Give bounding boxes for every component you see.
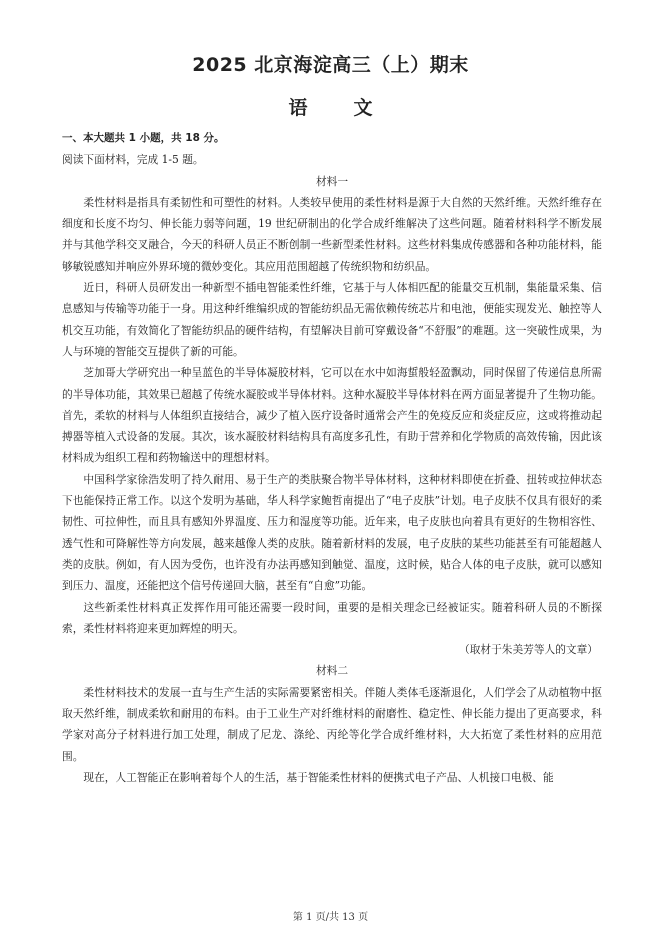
material-two-label: 材料二 [315,664,349,678]
material-one-paragraph: 芝加哥大学研究出一种呈蓝色的半导体凝胶材料，它可以在水中如海蜇般轻盈飘动，同时保留了传递信息所需的半导体功能，其效果已超越了传统水凝胶或半导体材料。这种水凝胶半导体材料在两方面显著提升了生物功能。首先，柔软的材料与人体组织直接结合，减少了植入医疗设备时通常会产生的免疫反应和炎症反应，这或将推动起搏器等植入式设备的发展。其次，该水凝胶材料结构具有高度多孔性，有助于营养和化学物质的高效传输，因此该材料成为组织工程和药物输送中的理想材料。 [62,366,602,465]
page-footer: 第 1 页/共 13 页 [292,912,369,923]
section-heading: 一、本大题共 1 小题，共 18 分。 [62,132,225,144]
section-instruction: 阅读下面材料，完成 1-5 题。 [62,153,204,167]
subject-right: 文 [353,97,373,119]
subject-heading [0,93,661,120]
subject-left: 语 [288,97,308,119]
material-one-label: 材料一 [315,174,349,188]
material-one-paragraph: 中国科学家徐浩发明了持久耐用、易于生产的类肤聚合物半导体材料，这种材料即使在折叠、扭转或拉伸状态下也能保持正常工作。以这个发明为基础，华人科学家鲍哲南提出了“电子皮肤”计划。电子皮肤不仅具有很好的柔韧性、可拉伸性，而且具有感知外界温度、压力和湿度等功能。近年来，电子皮肤也向着具有更好的生物相容性、透气性和可降解性等方向发展，越来越像人类的皮肤。随着新材料的发展，电子皮肤的某些功能甚至有可能超越人类的皮肤。例如，有人因为受伤，也许没有办法再感知到触觉、温度，这时候，贴合人体的电子皮肤，就可以感知到压力、温度，还能把这个信号传递回大脑，甚至有“自愈”功能。 [62,472,602,593]
material-two-paragraph: 现在，人工智能正在影响着每个人的生活，基于智能柔性材料的便携式电子产品、人机接口电极、能 [83,770,554,784]
material-one-paragraph: 柔性材料是指具有柔韧性和可塑性的材料。人类较早使用的柔性材料是源于大自然的天然纤维。天然纤维存在细度和长度不均匀、伸长能力弱等问题，19 世纪研制出的化学合成纤维解决了这些问题。随着材料科学不断发展并与其他学科交叉融合，今天的科研人员正不断创制一些新型柔性材料。这些材料集成传感器和各种功能材料，能够敏锐感知并响应外界环境的微妙变化。其应用范围超越了传统织物和纺织品。 [62,195,602,273]
material-two-paragraph: 柔性材料技术的发展一直与生产生活的实际需要紧密相关。伴随人类体毛逐渐退化，人们学会了从动植物中抠取天然纤维，制成柔软和耐用的布料。由于工业生产对纤维材料的耐磨性、稳定性、伸长能力提出了更高要求，科学家对高分子材料进行加工处理，制成了尼龙、涤纶、丙纶等化学合成纤维材料，大大拓宽了柔性材料的应用范围。 [62,685,602,763]
material-one-source: （取材于朱美芳等人的文章） [459,643,598,657]
material-one-paragraph: 近日，科研人员研发出一种新型不插电智能柔性纤维，它基于与人体相匹配的能量交互机制，集能量采集、信息感知与传输等功能于一身。用这种纤维编织成的智能纺织品无需依赖传统芯片和电池，便能实现发光、触控等人机交互功能，有效简化了智能纺织品的硬件结构，有望解决目前可穿戴设备“不舒服”的难题。这一突破性成果，为人与环境的智能交互提供了新的可能。 [62,281,602,358]
material-one-paragraph: 这些新柔性材料真正发挥作用可能还需要一段时间，重要的是相关理念已经被证实。随着科研人员的不断探索，柔性材料将迎来更加辉煌的明天。 [62,600,602,635]
document-title: 2025 北京海淀高三（上）期末 [192,54,469,76]
document-body [62,128,602,788]
